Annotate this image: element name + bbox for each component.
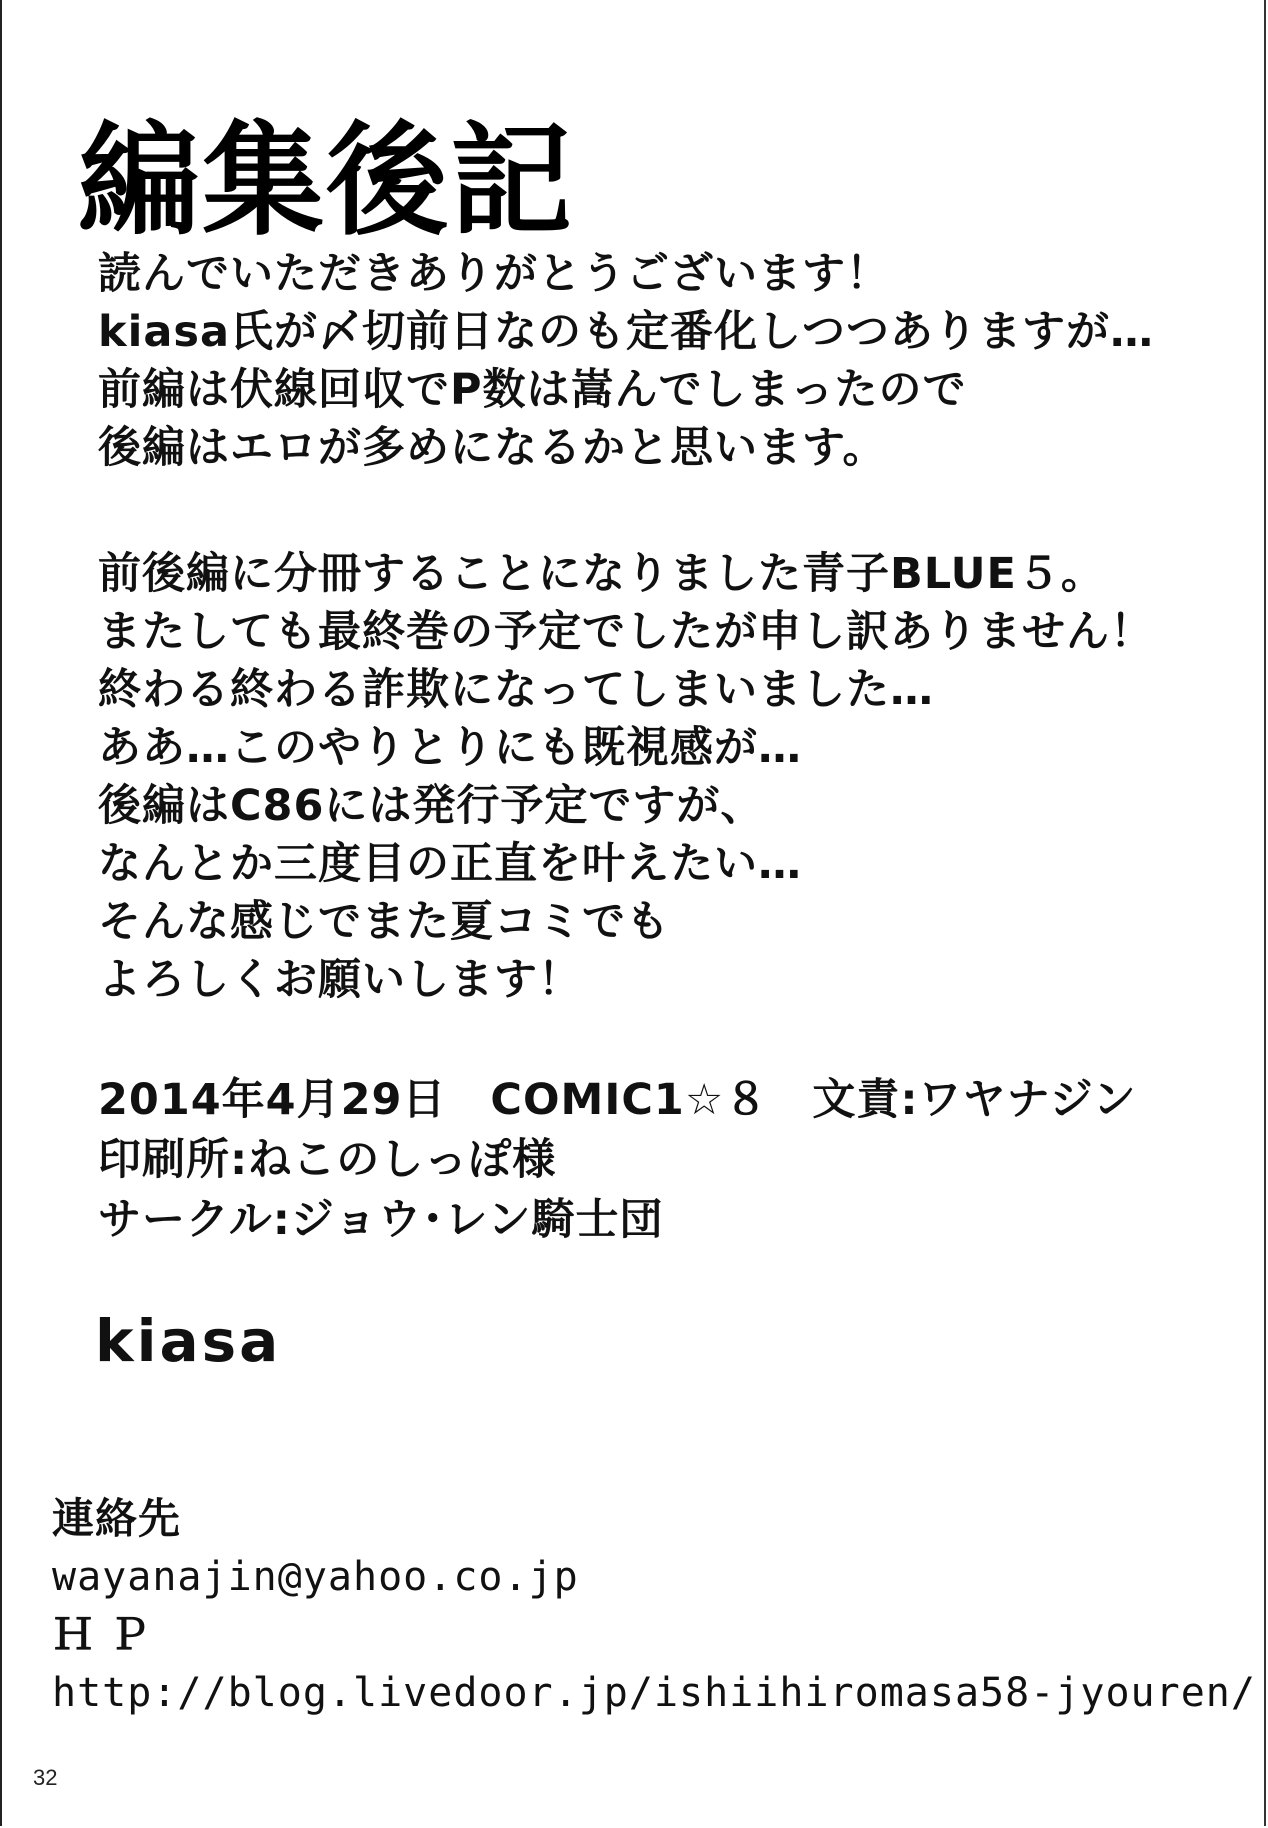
contact-heading: 連絡先	[52, 1494, 182, 1543]
text-line: ああ…このやりとりにも既視感が…	[98, 723, 802, 773]
homepage-url: http://blog.livedoor.jp/ishiihiromasa58-jyouren/	[52, 1670, 1256, 1716]
author-name: kiasa	[95, 1307, 282, 1375]
contact-email: wayanajin@yahoo.co.jp	[52, 1554, 579, 1600]
text-line: よろしくお願いします！	[98, 955, 582, 1005]
contact-section	[52, 1490, 1256, 1722]
homepage-label: ＨＰ	[52, 1610, 165, 1659]
text-line: 終わる終わる詐欺になってしまいました…	[98, 665, 934, 715]
text-line: なんとか三度目の正直を叶えたい…	[98, 839, 802, 889]
text-line: 前後編に分冊することになりました青子BLUE５。	[98, 549, 1105, 599]
text-line: そんな感じでまた夏コミでも	[98, 897, 670, 947]
paragraph-thanks	[98, 245, 1154, 477]
text-line: kiasa氏が〆切前日なのも定番化しつつありますが…	[98, 307, 1154, 357]
text-line: 読んでいただきありがとうございます！	[98, 249, 890, 299]
circle-line: サークル:ジョウ･レン騎士団	[98, 1195, 664, 1245]
page-title: 編集後記	[78, 109, 574, 252]
page-number: 32	[33, 1765, 58, 1790]
text-line: またしても最終巻の予定でしたが申し訳ありません！	[98, 607, 1154, 657]
text-line: 後編はC86には発行予定ですが、	[98, 781, 765, 831]
publication-date-line: 2014年4月29日 COMIC1☆８ 文責:ワヤナジン	[98, 1075, 1137, 1125]
text-line: 後編はエロが多めになるかと思います。	[98, 423, 887, 473]
publication-info	[98, 1070, 1137, 1250]
paragraph-announcement	[98, 545, 1154, 1009]
printer-line: 印刷所:ねこのしっぽ様	[98, 1135, 557, 1185]
text-line: 前編は伏線回収でP数は嵩んでしまったので	[98, 365, 967, 415]
